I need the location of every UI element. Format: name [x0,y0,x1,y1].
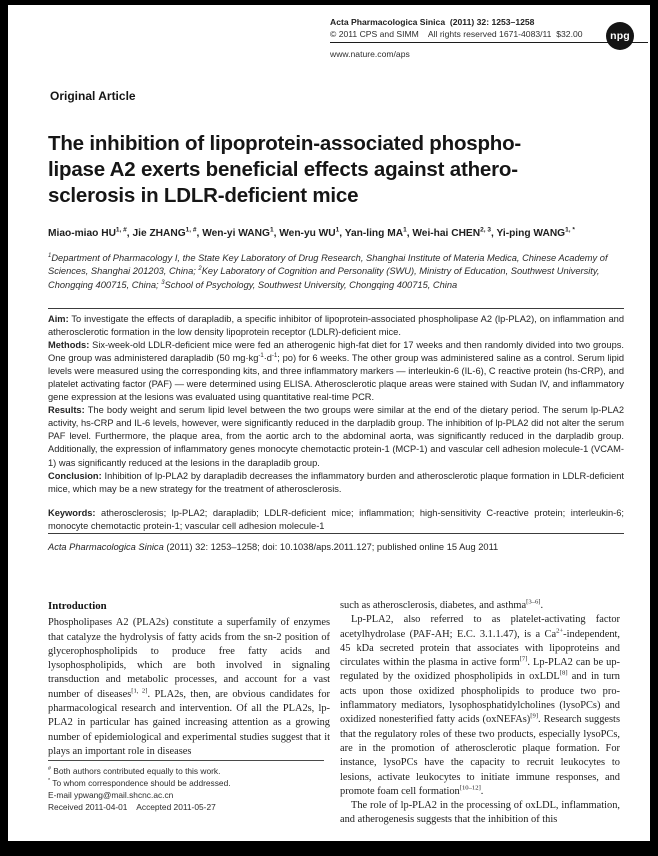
abstract-methods [48,339,624,404]
citation-journal-name: Acta Pharmacologica Sinica [48,542,164,552]
footnotes [48,760,324,814]
copyright-line: © 2011 CPS and SIMM All rights reserved 1671-4083/11 $32.00 [330,28,583,39]
article-title [48,131,628,208]
abstract-aim [48,313,624,339]
abstract-top-rule [48,308,624,309]
footnote-email: E-mail ypwang@mail.shcnc.ac.cn [48,789,174,800]
aim-text: To investigate the effects of darapladib, a specific inhibitor of lipoprotein-associated phospholipase A2 (lp-PLA2), on inflammation and atherosclerotic formation in the low density lipoprotein receptor (LDLR)-deficient mice. [48,314,624,338]
article-type-label: Original Article [50,89,136,103]
aim-label: Aim: [48,314,69,324]
citation-line [48,542,624,552]
author-list: Miao-miao $HU^{1, \#}$, Jie $ZHANG^{1, \#}$, Wen-yi WANG$^1$, Wen-yu $WU^1$, Yan-ling $MA^1$, Wei-hai CHEN$^{2, 3}$, Yi-ping $WANG^{1, *}$ [48,226,575,239]
methods-label: Methods: [48,340,90,351]
keywords-bottom-rule [48,533,624,534]
footnote-dates: Received 2011-04-01 Accepted 2011-05-27 [48,801,216,812]
keywords [48,507,624,533]
abstract-results [48,404,624,469]
abstract-conclusion [48,470,624,496]
intro-paragraph-3: The role of lp-PLA2 in the processing of oxLDL, inflammation, and atherogenesis suggests that the inhibition of this [340,800,620,826]
abstract [48,313,624,496]
title-line-1: The inhibition of lipoprotein-associated phospho- [48,132,522,155]
keywords-label: Keywords: [48,508,96,518]
conclusion-text: Inhibition of lp-PLA2 by darapladib decreases the inflammatory burden and atherosclerotic plaque formation in LDLR-deficient mice, which may be a new strategy for the treatment of atherosclerosis. [48,470,624,494]
affiliations: $^1$Department of Pharmacology I, the State Key Laboratory of Drug Research, Shanghai Institute of Materia Medica, Chinese Academy of Sciences, Shanghai 201203, China; $^2$Key Laboratory of Cognition and Personality (SWU), Ministry of Education, Southwest University, Chongqing 400715, China; $^3$School of Psychology, Southwest University, Chongqing 400715, China [48,252,608,290]
title-line-2: lipase A2 exerts beneficial effects against athero- [48,157,518,181]
intro-paragraph-2: Lp-PLA2, also referred to as platelet-activating factor acetylhydrolase (PAF-AH; E.C. 3.1.1.47), is a $Ca^{2+}$-independent, 45 kDa secreted protein that associates with lipoproteins and circulates within the plasma in active form[7]. Lp-PLA2 can be up-regulated by the oxidized phospholipids in oxLDL[8] and in turn acts upon those oxidized phospholipids to produce two pro-inflammatory mediators, lysophosphatidylcholines (lysoPCs) and oxidized nonesterified fatty acids (oxNEFAs)[9]. Research suggests that the regulatory roles of these two products, especially lysoPCs, are in the promotion of atherosclerotic plaque formation. For instance, lysoPCs have the capacity to recruit leukocytes to lesions, activate leukocytes to initiate immune responses, and promote foam cell formation[10–12]. [340,614,620,797]
citation-rest: (2011) 32: 1253–1258; doi: 10.1038/aps.2011.127; published online 15 Aug 2011 [163,542,499,552]
journal-header [330,17,648,43]
intro-paragraph-1-continued: such as atherosclerosis, diabetes, and asthma[3–6]. [340,598,544,611]
journal-citation-line: Acta Pharmacologica Sinica (2011) 32: 1253–1258 [330,17,535,27]
results-text: The body weight and serum lipid level between the two groups were similar at the end of the dietary period. The serum lp-PLA2 activity, hs-CRP and IL-6 levels, however, were significantly reduced in the darpladib group. The inhibition of lp-PLA2 did not alter the serum PAF level. Furthermore, the plaque area, from the aortic arch to the abdominal aorta, was significantly reduced in the darpladib group. Additionally, the expression of inflammatory genes monocyte chemotactic protein-1 (MCP-1) and vascular cell adhesion molecule-1 (VCAM-1) was significantly reduced at the lesions in the darapladib group. [48,405,624,468]
body-column-left [48,599,330,759]
footnote-correspondence: * To whom correspondence should be addressed. [48,777,231,788]
footnote-equal-contribution: # Both authors contributed equally to this work. [48,766,221,776]
results-label: Results: [48,405,85,416]
keywords-text: atherosclerosis; lp-PLA2; darapladib; LDLR-deficient mice; inflammation; high-sensitivity C-reactive protein; interleukin-6; monocyte chemotactic protein-1; vascular cell adhesion molecule-1 [48,508,624,532]
body-column-right [340,599,620,828]
methods-text: Six-week-old LDLR-deficient mice were fed an atherogenic high-fat diet for 17 weeks and then randomly divided into two groups. One group was administered darapladib (50 $mg\cdot kg^{-1}\cdot d^{-1}$; po) for 6 weeks. The other group was administered saline as a control. Serum lipid levels were measured using the corresponding kits, and three inflammatory markers — interleukin-6 (IL-6), C reactive protein (hs-CRP), and platelet activating factor (PAF) — were determined using ELISA. Atherosclerotic plaque areas were stained with Sudan IV, and inflammatory gene expression at the lesions was evaluated using quantitative real-time PCR. [48,340,624,403]
introduction-heading: Introduction [48,600,107,612]
title-line-3: sclerosis in LDLR-deficient mice [48,183,359,207]
intro-paragraph-1: Phospholipases A2 (PLA2s) constitute a superfamily of enzymes that catalyze the hydrolysis of fatty acids from the sn-2 position of glycerophospholipids to produce free fatty acids and lysophospholipids, which are both involved in signaling transduction and metabolic processes, and account for a vast number of diseases[1, 2]. PLA2s, then, are obvious candidates for pharmacological research and intervention. Of all the PLA2s, lp-PLA2 in particular has gained increasing attention as a growing number of epidemiological and experimental studies suggest that it plays an important role in diseases [48,617,331,757]
journal-website: www.nature.com/aps [330,49,410,59]
paper-page [8,5,650,841]
conclusion-label: Conclusion: [48,470,102,481]
npg-logo-icon: npg [606,22,634,50]
keywords-paragraph [48,507,624,533]
